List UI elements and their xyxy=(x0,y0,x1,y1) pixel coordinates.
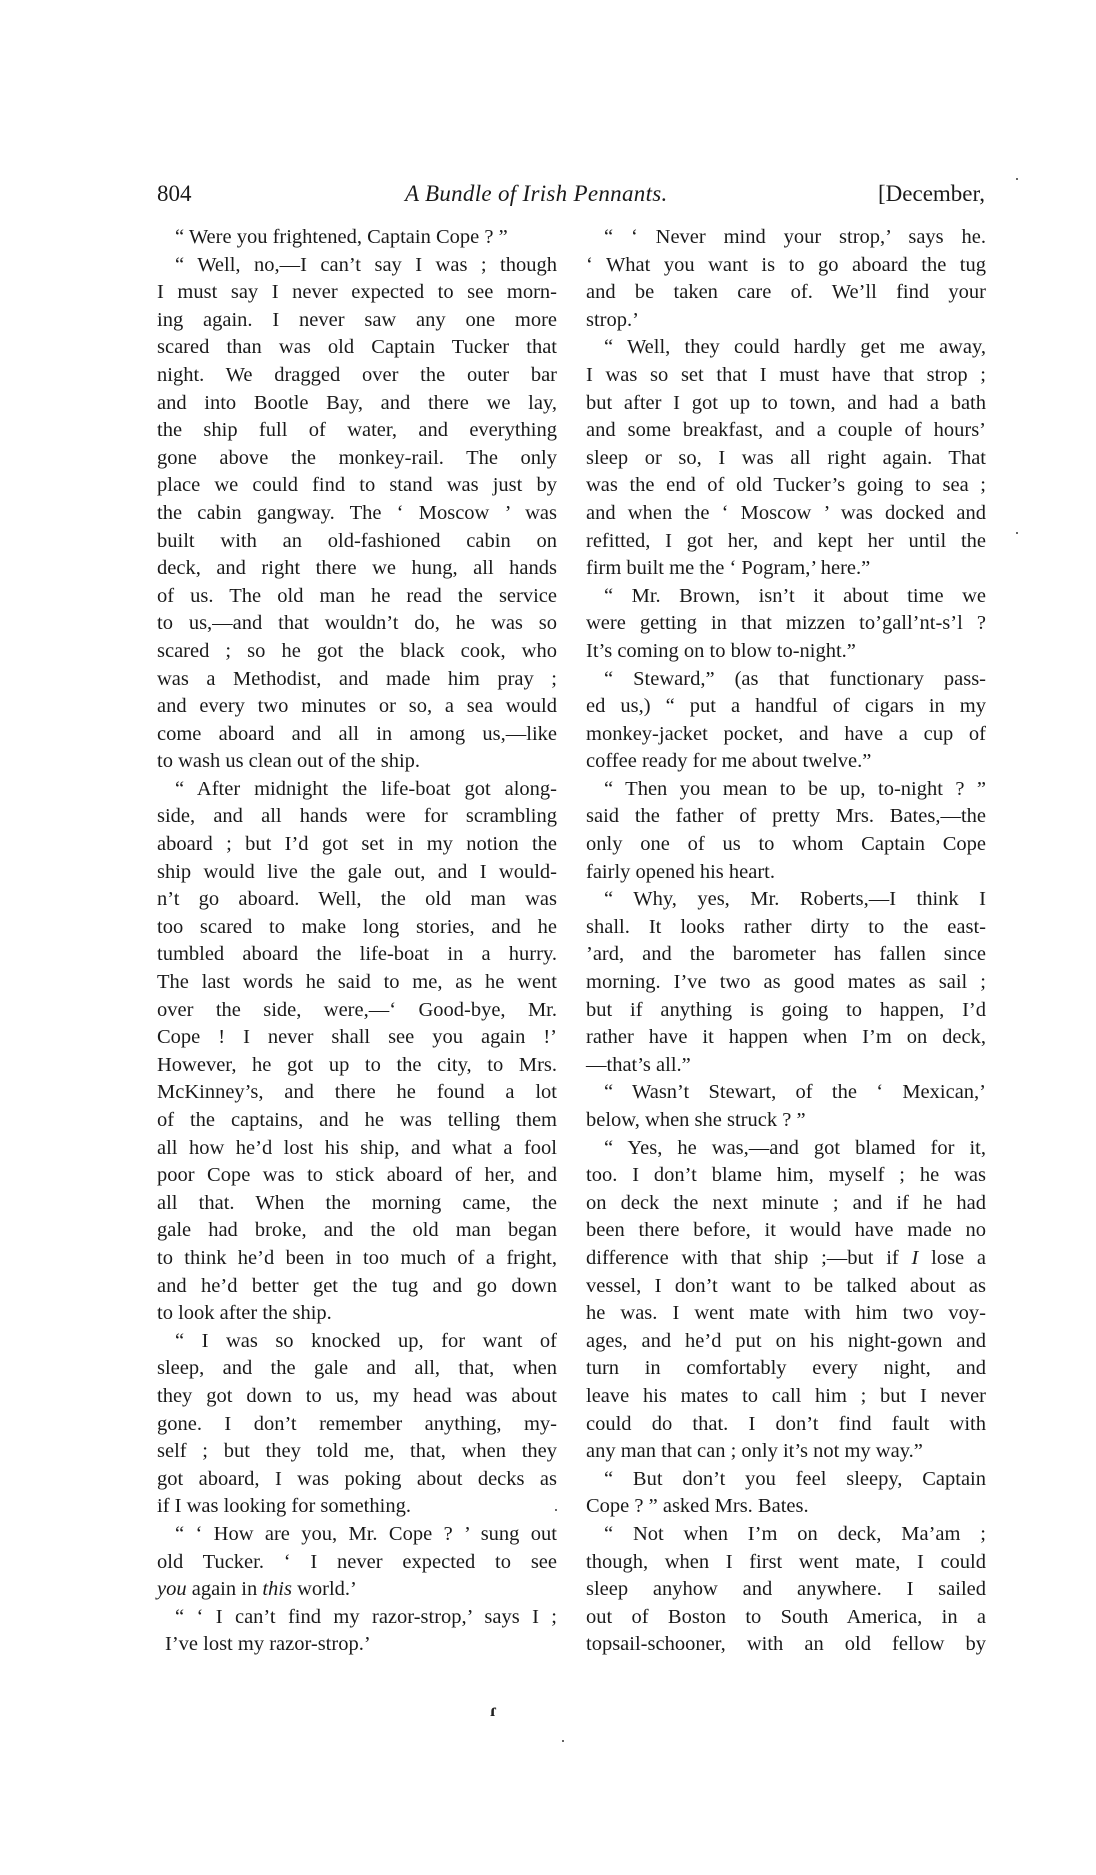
text-line: “ Wasn’t Stewart, of the ‘ Mexican,’ xyxy=(604,1081,986,1104)
text-line: ed us,) “ put a handful of cigars in my xyxy=(586,695,986,718)
text-line: “ Well, no,—I can’t say I was ; though xyxy=(175,253,557,276)
text-line: “ Mr. Brown, isn’t it about time we xyxy=(604,584,986,607)
text-line: ing again. I never saw any one more xyxy=(157,308,557,331)
page-number: 804 xyxy=(157,181,192,206)
text-line: topsail-schooner, with an old fellow by xyxy=(586,1633,986,1656)
text-line: morning. I’ve two as good mates as sail ; xyxy=(586,971,986,994)
text-line: self ; but they told me, that, when they xyxy=(157,1440,557,1463)
text-line: out of Boston to South America, in a xyxy=(586,1605,986,1628)
text-line: could do that. I don’t find fault with xyxy=(586,1412,986,1435)
text-line: I was so set that I must have that strop ; xyxy=(586,363,986,386)
text-line: I must say I never expected to see morn- xyxy=(157,281,557,304)
text-line: firm built me the ‘ Pogram,’ here.” xyxy=(586,557,871,580)
text-line: and when the ‘ Moscow ’ was docked and xyxy=(586,501,986,524)
text-line: strop.’ xyxy=(586,308,639,331)
text-line: were getting in that mizzen to’gall’nt-s’l ? xyxy=(586,612,986,635)
text-line: —that’s all.” xyxy=(586,1053,691,1076)
text-line: they got down to us, my head was about xyxy=(157,1384,557,1407)
text-line: the cabin gangway. The ‘ Moscow ’ was xyxy=(157,501,557,524)
text-line: over the side, were,—‘ Good-bye, Mr. xyxy=(157,998,557,1021)
text-line: scared ; so he got the black cook, who xyxy=(157,639,557,662)
text-line: “ ‘ How are you, Mr. Cope ? ’ sung out xyxy=(175,1522,557,1545)
text-line: he was. I went mate with him two voy- xyxy=(586,1302,986,1325)
right-column xyxy=(586,224,986,1659)
text-line: was the end of old Tucker’s going to sea ; xyxy=(586,474,986,497)
text-line: but after I got up to town, and had a bath xyxy=(586,391,986,414)
text-line: and some breakfast, and a couple of hours’ xyxy=(586,419,986,442)
text-line: “ After midnight the life-boat got along- xyxy=(175,777,557,800)
stray-ink-mark: ɾ xyxy=(490,1700,498,1720)
text-line: on deck the next minute ; and if he had xyxy=(586,1191,986,1214)
left-column xyxy=(157,224,557,1659)
ink-speck xyxy=(1016,178,1018,180)
text-line: “ Were you frightened, Captain Cope ? ” xyxy=(175,226,508,248)
text-line: aboard ; but I’d got set in my notion the xyxy=(157,833,557,856)
ink-speck xyxy=(555,1509,557,1511)
text-line: any man that can ; only it’s not my way.” xyxy=(586,1440,923,1463)
text-line: Cope ! I never shall see you again !’ xyxy=(157,1026,557,1049)
ink-speck xyxy=(562,1740,564,1742)
text-line: you again in this world.’ xyxy=(157,1578,357,1601)
text-line: and every two minutes or so, a sea would xyxy=(157,695,557,718)
text-line: said the father of pretty Mrs. Bates,—the xyxy=(586,805,986,828)
text-line: rather have it happen when I’m on deck, xyxy=(586,1026,986,1049)
text-line: all that. When the morning came, the xyxy=(157,1191,557,1214)
text-line: “ Not when I’m on deck, Ma’am ; xyxy=(604,1522,986,1545)
text-line: The last words he said to me, as he went xyxy=(157,971,557,994)
text-line: been there before, it would have made no xyxy=(586,1219,986,1242)
text-line: ‘ What you want is to go aboard the tug xyxy=(586,253,986,276)
text-line: only one of us to whom Captain Cope xyxy=(586,833,986,856)
text-line: was a Methodist, and made him pray ; xyxy=(157,667,557,690)
text-line: “ Well, they could hardly get me away, xyxy=(604,336,986,359)
text-line: n’t go aboard. Well, the old man was xyxy=(157,888,557,911)
text-line: ’ard, and the barometer has fallen since xyxy=(586,943,986,966)
text-line: fairly opened his heart. xyxy=(586,860,775,883)
text-line: the ship full of water, and everything xyxy=(157,419,557,442)
text-line: turn in comfortably every night, and xyxy=(586,1357,986,1380)
running-head xyxy=(157,178,985,210)
text-line: and he’d better get the tug and go down xyxy=(157,1274,557,1297)
running-title: A Bundle of Irish Pennants. xyxy=(405,181,668,206)
text-line: below, when she struck ? ” xyxy=(586,1109,806,1131)
text-line: monkey-jacket pocket, and have a cup of xyxy=(586,722,986,745)
text-line: to wash us clean out of the ship. xyxy=(157,750,421,773)
text-line: side, and all hands were for scrambling xyxy=(157,805,557,828)
text-line: to look after the ship. xyxy=(157,1302,332,1325)
text-line: sleep anyhow and anywhere. I sailed xyxy=(586,1578,986,1601)
text-line: of us. The old man he read the service xyxy=(157,584,557,607)
text-line: sleep, and the gale and all, that, when xyxy=(157,1357,557,1380)
text-line: Cope ? ” asked Mrs. Bates. xyxy=(586,1495,809,1518)
text-line: “ Yes, he was,—and got blamed for it, xyxy=(604,1136,986,1159)
text-line: It’s coming on to blow to-night.” xyxy=(586,639,856,662)
text-line: gone above the monkey-rail. The only xyxy=(157,446,557,469)
text-line: tumbled aboard the life-boat in a hurry. xyxy=(157,943,557,966)
text-line: “ Then you mean to be up, to-night ? ” xyxy=(604,777,986,800)
text-line: built with an old-fashioned cabin on xyxy=(157,529,557,552)
text-line: but if anything is going to happen, I’d xyxy=(586,998,986,1021)
text-line: ages, and he’d put on his night-gown and xyxy=(586,1329,986,1352)
text-line: place we could find to stand was just by xyxy=(157,474,557,497)
text-line: got aboard, I was poking about decks as xyxy=(157,1467,557,1490)
text-line: “ ‘ I can’t find my razor-strop,’ says I ; xyxy=(175,1605,557,1628)
text-line: shall. It looks rather dirty to the east- xyxy=(586,915,986,938)
text-line: gone. I don’t remember anything, my- xyxy=(157,1412,557,1435)
text-line: difference with that ship ;—but if I lose a xyxy=(586,1246,986,1269)
text-line: McKinney’s, and there he found a lot xyxy=(157,1081,557,1104)
text-line: come aboard and all in among us,—like xyxy=(157,722,557,745)
running-date: [December, xyxy=(878,181,985,206)
text-line: vessel, I don’t want to be talked about as xyxy=(586,1274,986,1297)
text-line: “ Why, yes, Mr. Roberts,—I think I xyxy=(604,888,986,911)
text-line: “ Steward,” (as that functionary pass- xyxy=(604,667,986,690)
text-line: too scared to make long stories, and he xyxy=(157,915,557,938)
text-line: deck, and right there we hung, all hands xyxy=(157,557,557,580)
text-line: if I was looking for something. xyxy=(157,1495,411,1518)
text-line: though, when I first went mate, I could xyxy=(586,1550,986,1573)
text-line: and into Bootle Bay, and there we lay, xyxy=(157,391,557,414)
text-line: “ I was so knocked up, for want of xyxy=(175,1329,557,1352)
text-line: old Tucker. ‘ I never expected to see xyxy=(157,1550,557,1573)
text-line: coffee ready for me about twelve.” xyxy=(586,750,872,773)
text-line: to us,—and that wouldn’t do, he was so xyxy=(157,612,557,635)
text-line: poor Cope was to stick aboard of her, and xyxy=(157,1164,557,1187)
text-line: to think he’d been in too much of a fright, xyxy=(157,1246,557,1269)
ink-speck xyxy=(1016,532,1018,534)
text-line: and be taken care of. We’ll find your xyxy=(586,281,986,304)
text-line: I’ve lost my razor-strop.’ xyxy=(165,1633,371,1656)
text-line: night. We dragged over the outer bar xyxy=(157,363,557,386)
text-line: too. I don’t blame him, myself ; he was xyxy=(586,1164,986,1187)
text-line: “ But don’t you feel sleepy, Captain xyxy=(604,1467,986,1490)
text-line: “ ‘ Never mind your strop,’ says he. xyxy=(604,226,986,248)
text-line: leave his mates to call him ; but I never xyxy=(586,1384,986,1407)
text-line: However, he got up to the city, to Mrs. xyxy=(157,1053,557,1076)
text-line: scared than was old Captain Tucker that xyxy=(157,336,557,359)
text-line: refitted, I got her, and kept her until the xyxy=(586,529,986,552)
text-line: sleep or so, I was all right again. That xyxy=(586,446,986,469)
text-line: ship would live the gale out, and I would- xyxy=(157,860,557,883)
text-line: gale had broke, and the old man began xyxy=(157,1219,557,1242)
text-line: all how he’d lost his ship, and what a fool xyxy=(157,1136,557,1159)
text-line: of the captains, and he was telling them xyxy=(157,1109,557,1131)
